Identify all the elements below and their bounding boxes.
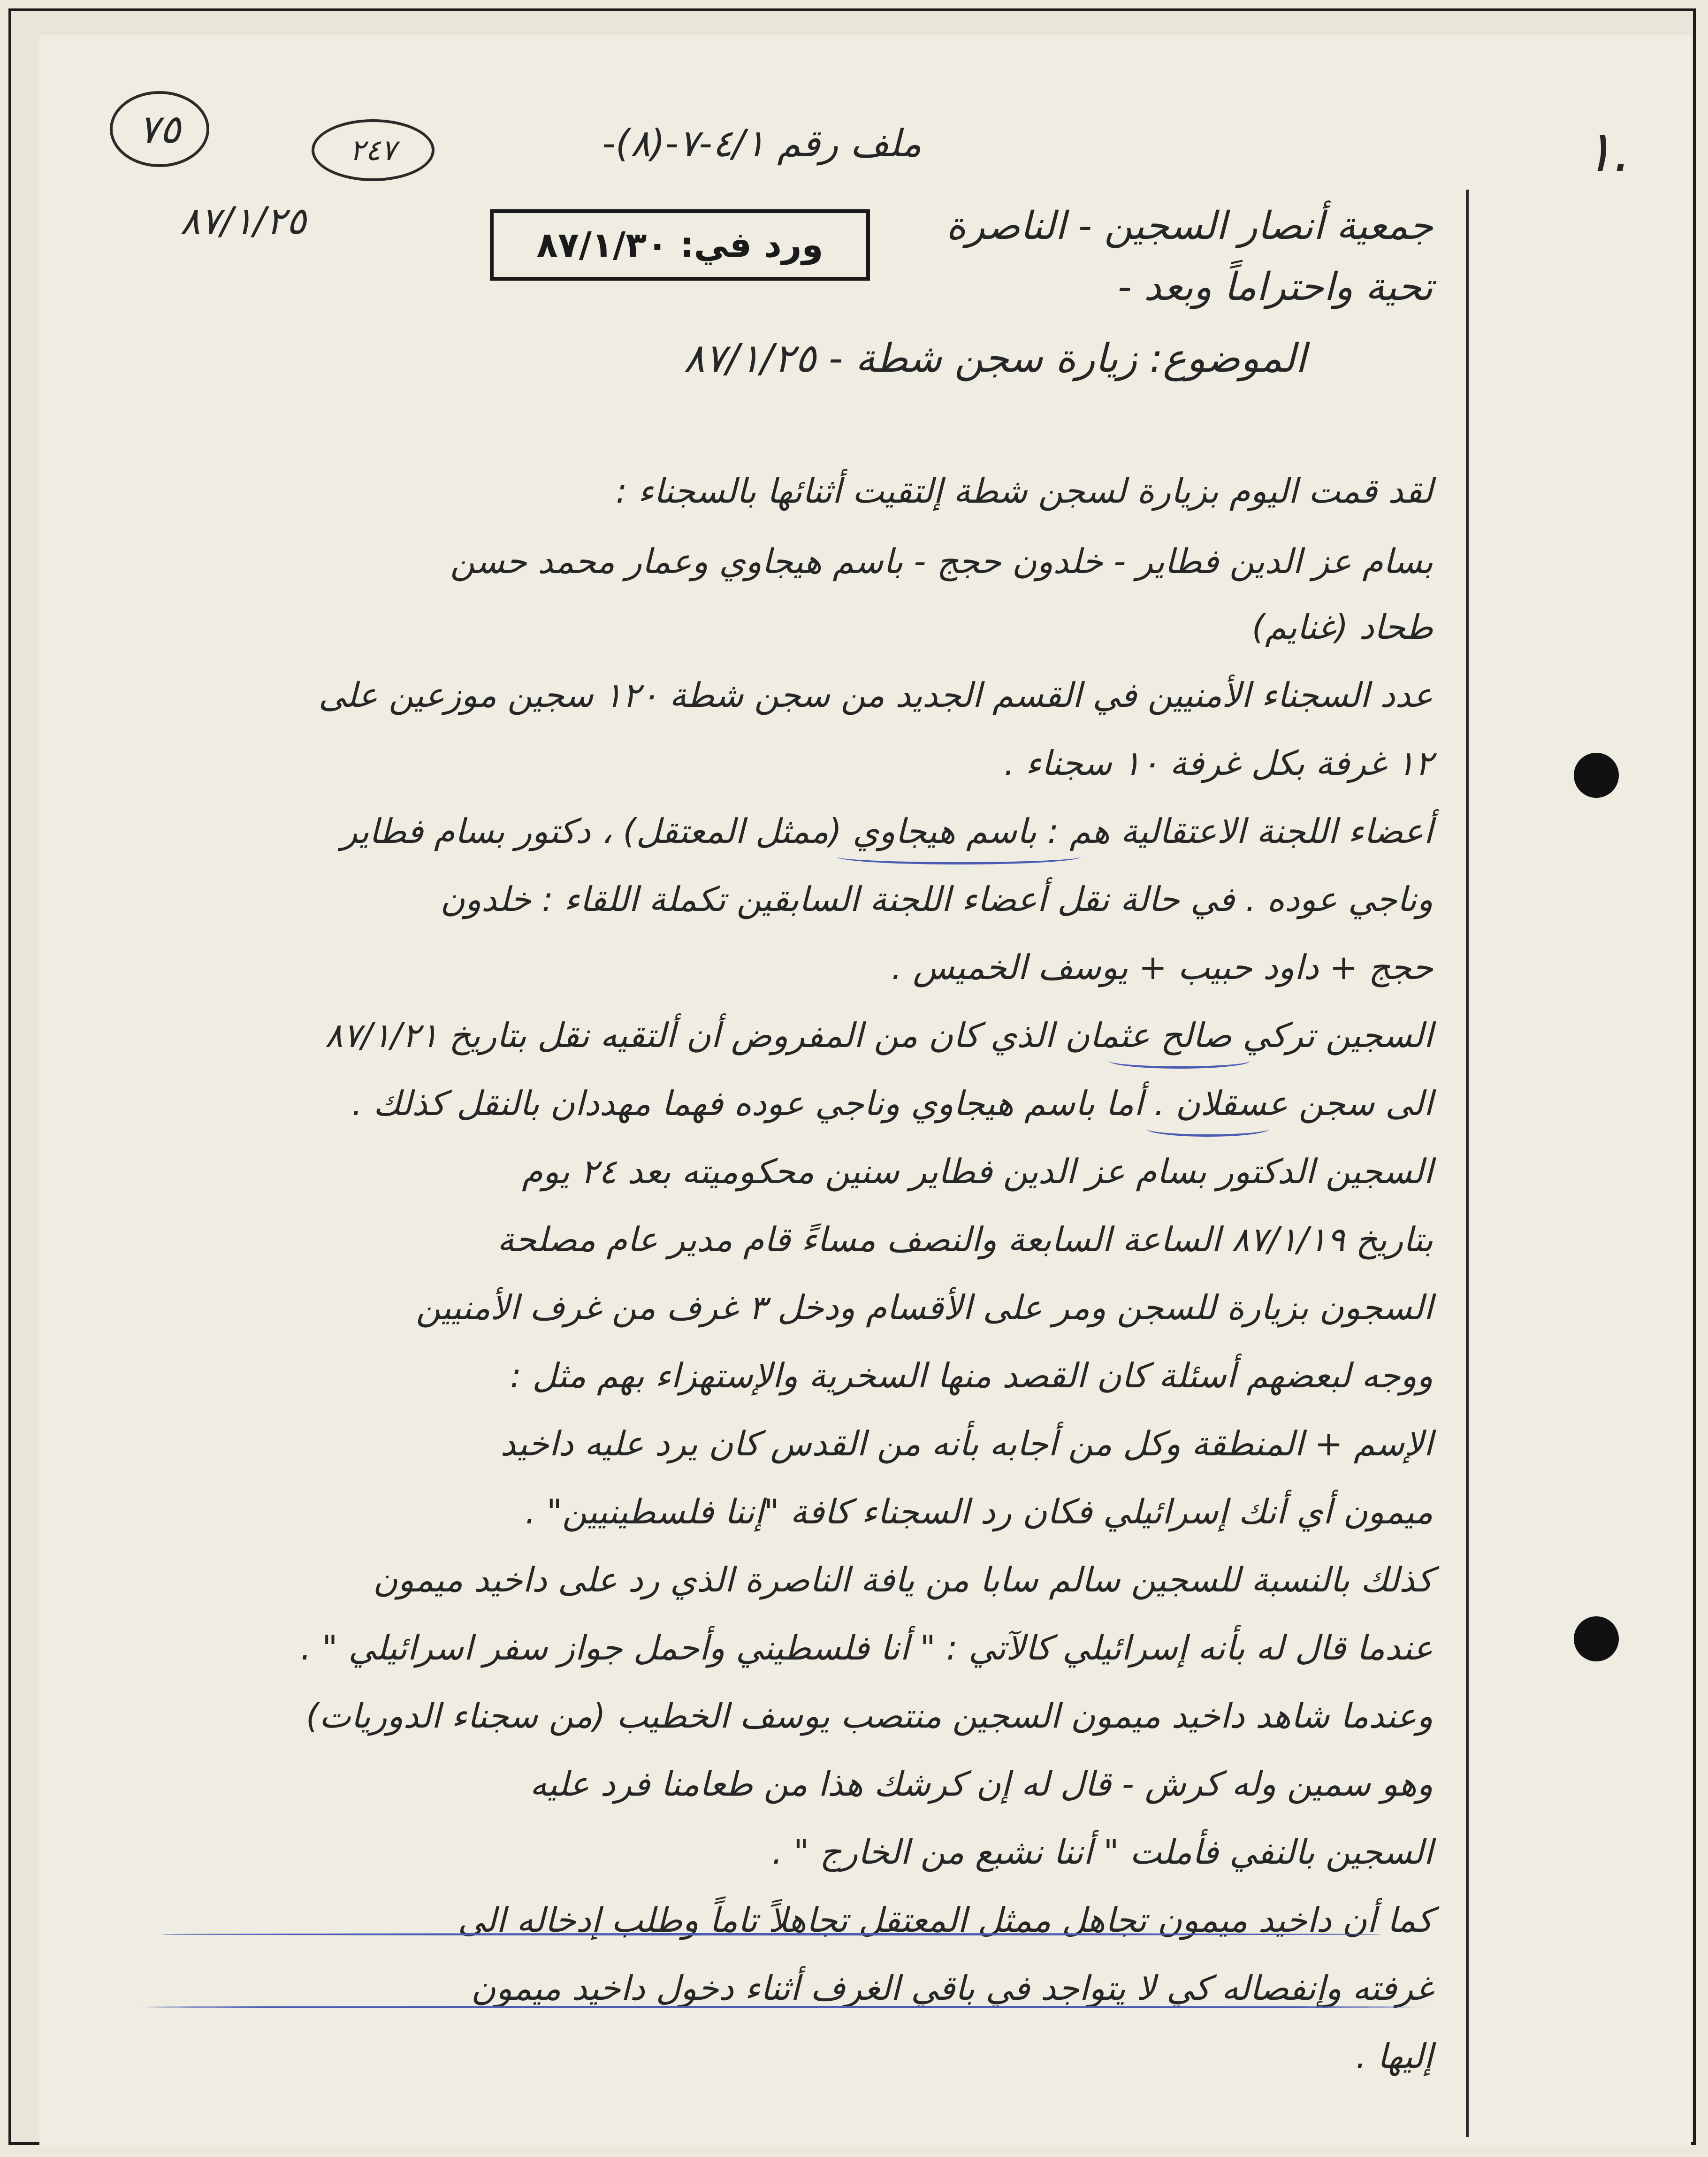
blue-underline xyxy=(161,1933,1381,1935)
body-line: طحاد (غنايم) xyxy=(1251,607,1433,647)
body-line: كذلك بالنسبة للسجين سالم سابا من يافة الناصرة الذي رد على داخيد ميمون xyxy=(373,1560,1433,1599)
body-line: وعندما شاهد داخيد ميمون السجين منتصب يوسف الخطيب (من سجناء الدوريات) xyxy=(306,1696,1433,1736)
body-line: الى سجن عسقلان . أما باسم هيجاوي وناجي عوده فهما مهددان بالنقل كذلك . xyxy=(351,1084,1433,1123)
body-line: وهو سمين وله كرش - قال له إن كرشك هذا من طعامنا فرد عليه xyxy=(530,1764,1433,1804)
body-line: ووجه لبعضهم أسئلة كان القصد منها السخرية والإستهزاء بهم مثل : xyxy=(510,1356,1433,1395)
body-line: أعضاء اللجنة الاعتقالية هم : باسم هيجاوي (ممثل المعتقل) ، دكتور بسام فطاير xyxy=(341,811,1433,851)
body-line: عدد السجناء الأمنيين في القسم الجديد من سجن شطة ١٢٠ سجين موزعين على xyxy=(318,675,1433,715)
margin-rule xyxy=(1466,190,1469,2137)
body-line: بتاريخ ٨٧/١/١٩ الساعة السابعة والنصف مساءً قام مدير عام مصلحة xyxy=(497,1220,1433,1259)
subject-line: الموضوع: زيارة سجن شطة - ٨٧/١/٢٥ xyxy=(683,335,1306,381)
page-number-circle xyxy=(110,91,209,167)
greeting: تحية واحتراماً وبعد - xyxy=(1117,265,1433,309)
file-ref-number: ٢٤٧ xyxy=(350,133,396,167)
punch-hole-top xyxy=(1574,753,1619,798)
body-line: حجج + داود حبيب + يوسف الخميس . xyxy=(891,948,1433,987)
body-line: ١٢ غرفة بكل غرفة ١٠ سجناء . xyxy=(1004,743,1433,783)
body-line: كما أن داخيد ميمون تجاهل ممثل المعتقل تجاهلاً تاماً وطلب إدخاله الى xyxy=(458,1900,1433,1940)
body-line: بسام عز الدين فطاير - خلدون حجج - باسم هيجاوي وعمار محمد حسن xyxy=(450,542,1433,581)
blue-underline xyxy=(1147,1121,1269,1137)
file-ref-number-circle xyxy=(312,119,435,181)
file-reference: ملف رقم ٤/١-٧-(٨)- xyxy=(602,122,922,165)
document-page xyxy=(39,35,1691,2147)
document-frame xyxy=(8,8,1696,2145)
body-line: ميمون أي أنك إسرائيلي فكان رد السجناء كافة "إننا فلسطينيين" . xyxy=(525,1492,1433,1531)
corner-mark: ١. xyxy=(1583,119,1632,184)
blue-underline xyxy=(837,849,1081,864)
body-line: وناجي عوده . في حالة نقل أعضاء اللجنة السابقين تكملة اللقاء : خلدون xyxy=(440,880,1433,919)
punch-hole-bottom xyxy=(1574,1616,1619,1661)
body-line: السجون بزيارة للسجن ومر على الأقسام ودخل ٣ غرف من غرف الأمنيين xyxy=(416,1288,1433,1327)
body-line: غرفته وإنفصاله كي لا يتواجد في باقي الغرف أثناء دخول داخيد ميمون xyxy=(471,1968,1433,2008)
received-stamp-text: ورد في: ٨٧/١/٣٠ xyxy=(536,225,824,265)
blue-underline xyxy=(1109,1053,1250,1069)
body-line: السجين بالنفي فأملت " أننا نشبع من الخارج " . xyxy=(772,1832,1433,1872)
received-stamp xyxy=(490,209,870,281)
body-line: السجين الدكتور بسام عز الدين فطاير سنين محكوميته بعد ٢٤ يوم xyxy=(522,1152,1433,1191)
body-line: الإسم + المنطقة وكل من أجابه بأنه من القدس كان يرد عليه داخيد xyxy=(500,1424,1433,1463)
page-number: ٧٥ xyxy=(138,106,181,152)
body-line: إليها . xyxy=(1356,2036,1433,2076)
body-line: السجين تركي صالح عثمان الذي كان من المفروض أن ألتقيه نقل بتاريخ ٨٧/١/٢١ xyxy=(325,1016,1433,1055)
addressee: جمعية أنصار السجين - الناصرة xyxy=(946,204,1433,248)
blue-underline xyxy=(133,2006,1428,2008)
body-line: لقد قمت اليوم بزيارة لسجن شطة إلتقيت أثنائها بالسجناء : xyxy=(616,471,1433,511)
body-line: عندما قال له بأنه إسرائيلي كالآتي : " أنا فلسطيني وأحمل جواز سفر اسرائيلي " . xyxy=(300,1628,1433,1667)
letter-date: ٨٧/١/٢٥ xyxy=(180,199,306,243)
